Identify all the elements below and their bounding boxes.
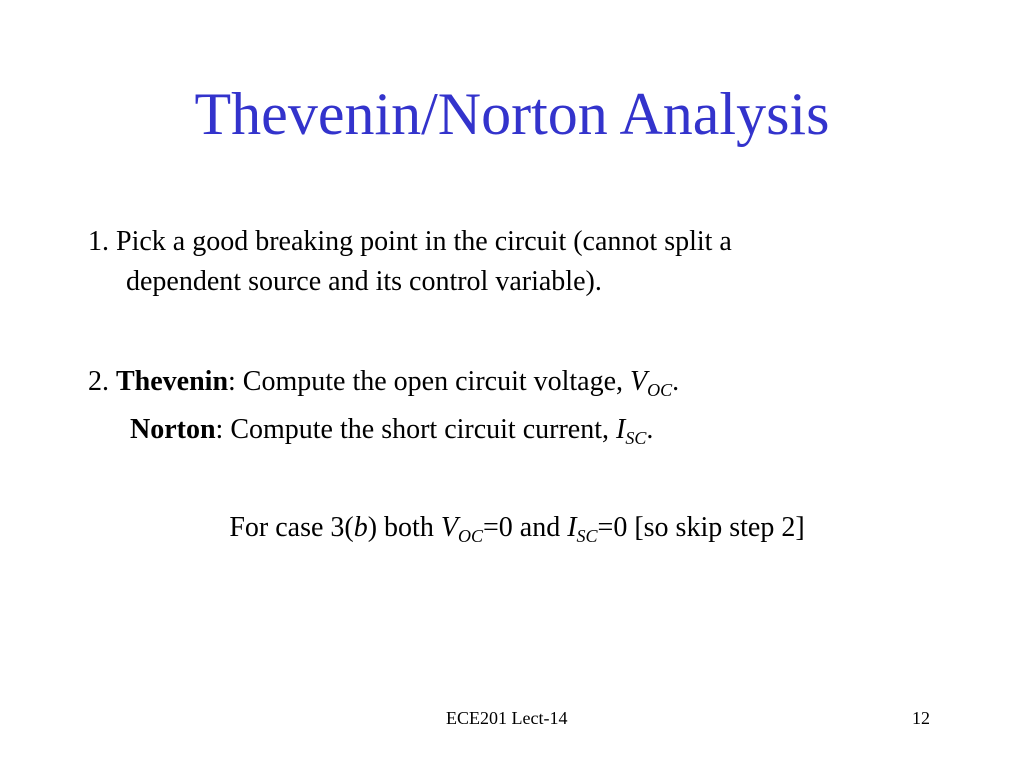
slide-title: Thevenin/Norton Analysis <box>194 81 830 147</box>
case-note-middle: ) both <box>367 512 441 543</box>
thevenin-end: . <box>672 366 680 397</box>
isc-symbol: I <box>616 414 626 445</box>
thevenin-text: : Compute the open circuit voltage, <box>228 366 631 397</box>
voc-symbol: V <box>630 366 648 397</box>
step1-line2: dependent source and its control variable). <box>126 266 602 297</box>
case-isc-subscript: SC <box>576 526 598 546</box>
case-isc-value: =0 [so skip step 2] <box>597 512 805 543</box>
thevenin-label: Thevenin <box>116 366 229 397</box>
case-letter: b <box>353 512 368 543</box>
slide-page-number: 12 <box>912 708 930 728</box>
case-voc-subscript: OC <box>457 526 483 546</box>
norton-text: : Compute the short circuit current, <box>215 414 616 445</box>
case-voc-symbol: V <box>440 512 458 543</box>
case-voc-value: =0 and <box>482 512 568 543</box>
step2-number: 2. <box>88 366 116 397</box>
step2-thevenin-line <box>88 362 679 402</box>
step1-line1: 1. Pick a good breaking point in the circuit (cannot split a <box>88 226 732 257</box>
case-note-prefix: For case 3( <box>229 512 354 543</box>
norton-end: . <box>646 414 654 445</box>
case-note <box>0 508 1024 548</box>
voc-subscript: OC <box>647 380 673 400</box>
norton-label: Norton <box>130 414 216 445</box>
isc-subscript: SC <box>625 428 647 448</box>
case-isc-symbol: I <box>567 512 577 543</box>
footer-course-label: ECE201 Lect-14 <box>446 708 568 728</box>
step2-norton-line <box>130 410 653 450</box>
